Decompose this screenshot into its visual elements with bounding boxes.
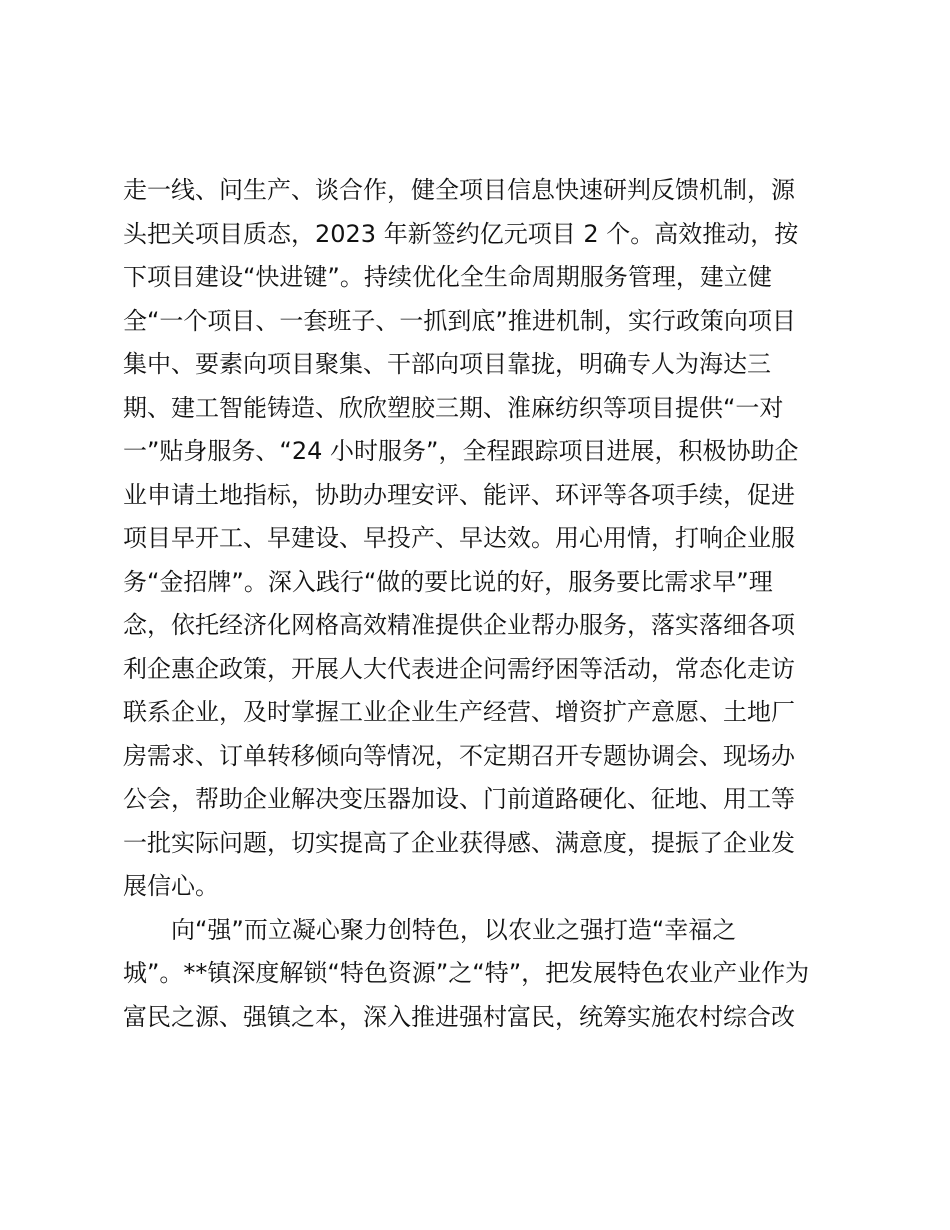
text-line: 走一线、问生产、谈合作，健全项目信息快速研判反馈机制，源 [123,176,795,204]
text-line: 全“一个项目、一套班子、一抓到底”推进机制，实行政策向项目 [123,306,796,335]
text-line: 利企惠企政策，开展人大代表进企问需纾困等活动，常态化走访 [123,654,795,683]
text-line: 下项目建设“快进键”。持续优化全生命周期服务管理，建立健 [123,263,772,291]
text-line: 念，依托经济化网格高效精准提供企业帮办服务，落实落细各项 [123,611,795,639]
text-line: 头把关项目质态，2023 年新签约亿元项目 2 个。高效推动，按 [123,219,799,248]
text-line: 业申请土地指标，协助办理安评、能评、环评等各项手续，促进 [123,480,795,509]
text-line: 集中、要素向项目聚集、干部向项目靠拢，明确专人为海达三 [123,350,771,378]
paragraph-start-line: 向“强”而立凝心聚力创特色，以农业之强打造“幸福之 [171,915,737,944]
text-line: 富民之源、强镇之本，深入推进强村富民，统筹实施农村综合改 [123,1002,795,1031]
text-line: 公会，帮助企业解决变压器加设、门前道路硬化、征地、用工等 [123,785,795,813]
text-line: 一”贴身服务、“24 小时服务”，全程跟踪项目进展，积极协助企 [123,437,799,465]
text-line: 展信心。 [123,872,219,900]
text-line: 一批实际问题，切实提高了企业获得感、满意度，提振了企业发 [123,828,795,857]
body-text [123,169,843,1039]
text-line: 联系企业，及时掌握工业企业生产经营、增资扩产意愿、土地厂 [123,698,795,726]
text-line: 期、建工智能铸造、欣欣塑胶三期、淮麻纺织等项目提供“一对 [123,393,784,422]
text-line: 城”。**镇深度解锁“特色资源”之“特”，把发展特色农业产业作为 [123,959,810,987]
text-line: 务“金招牌”。深入践行“做的要比说的好，服务要比需求早”理 [123,567,773,596]
text-line: 房需求、订单转移倾向等情况，不定期召开专题协调会、现场办 [123,741,795,770]
text-line: 项目早开工、早建设、早投产、早达效。用心用情，打响企业服 [123,524,795,552]
